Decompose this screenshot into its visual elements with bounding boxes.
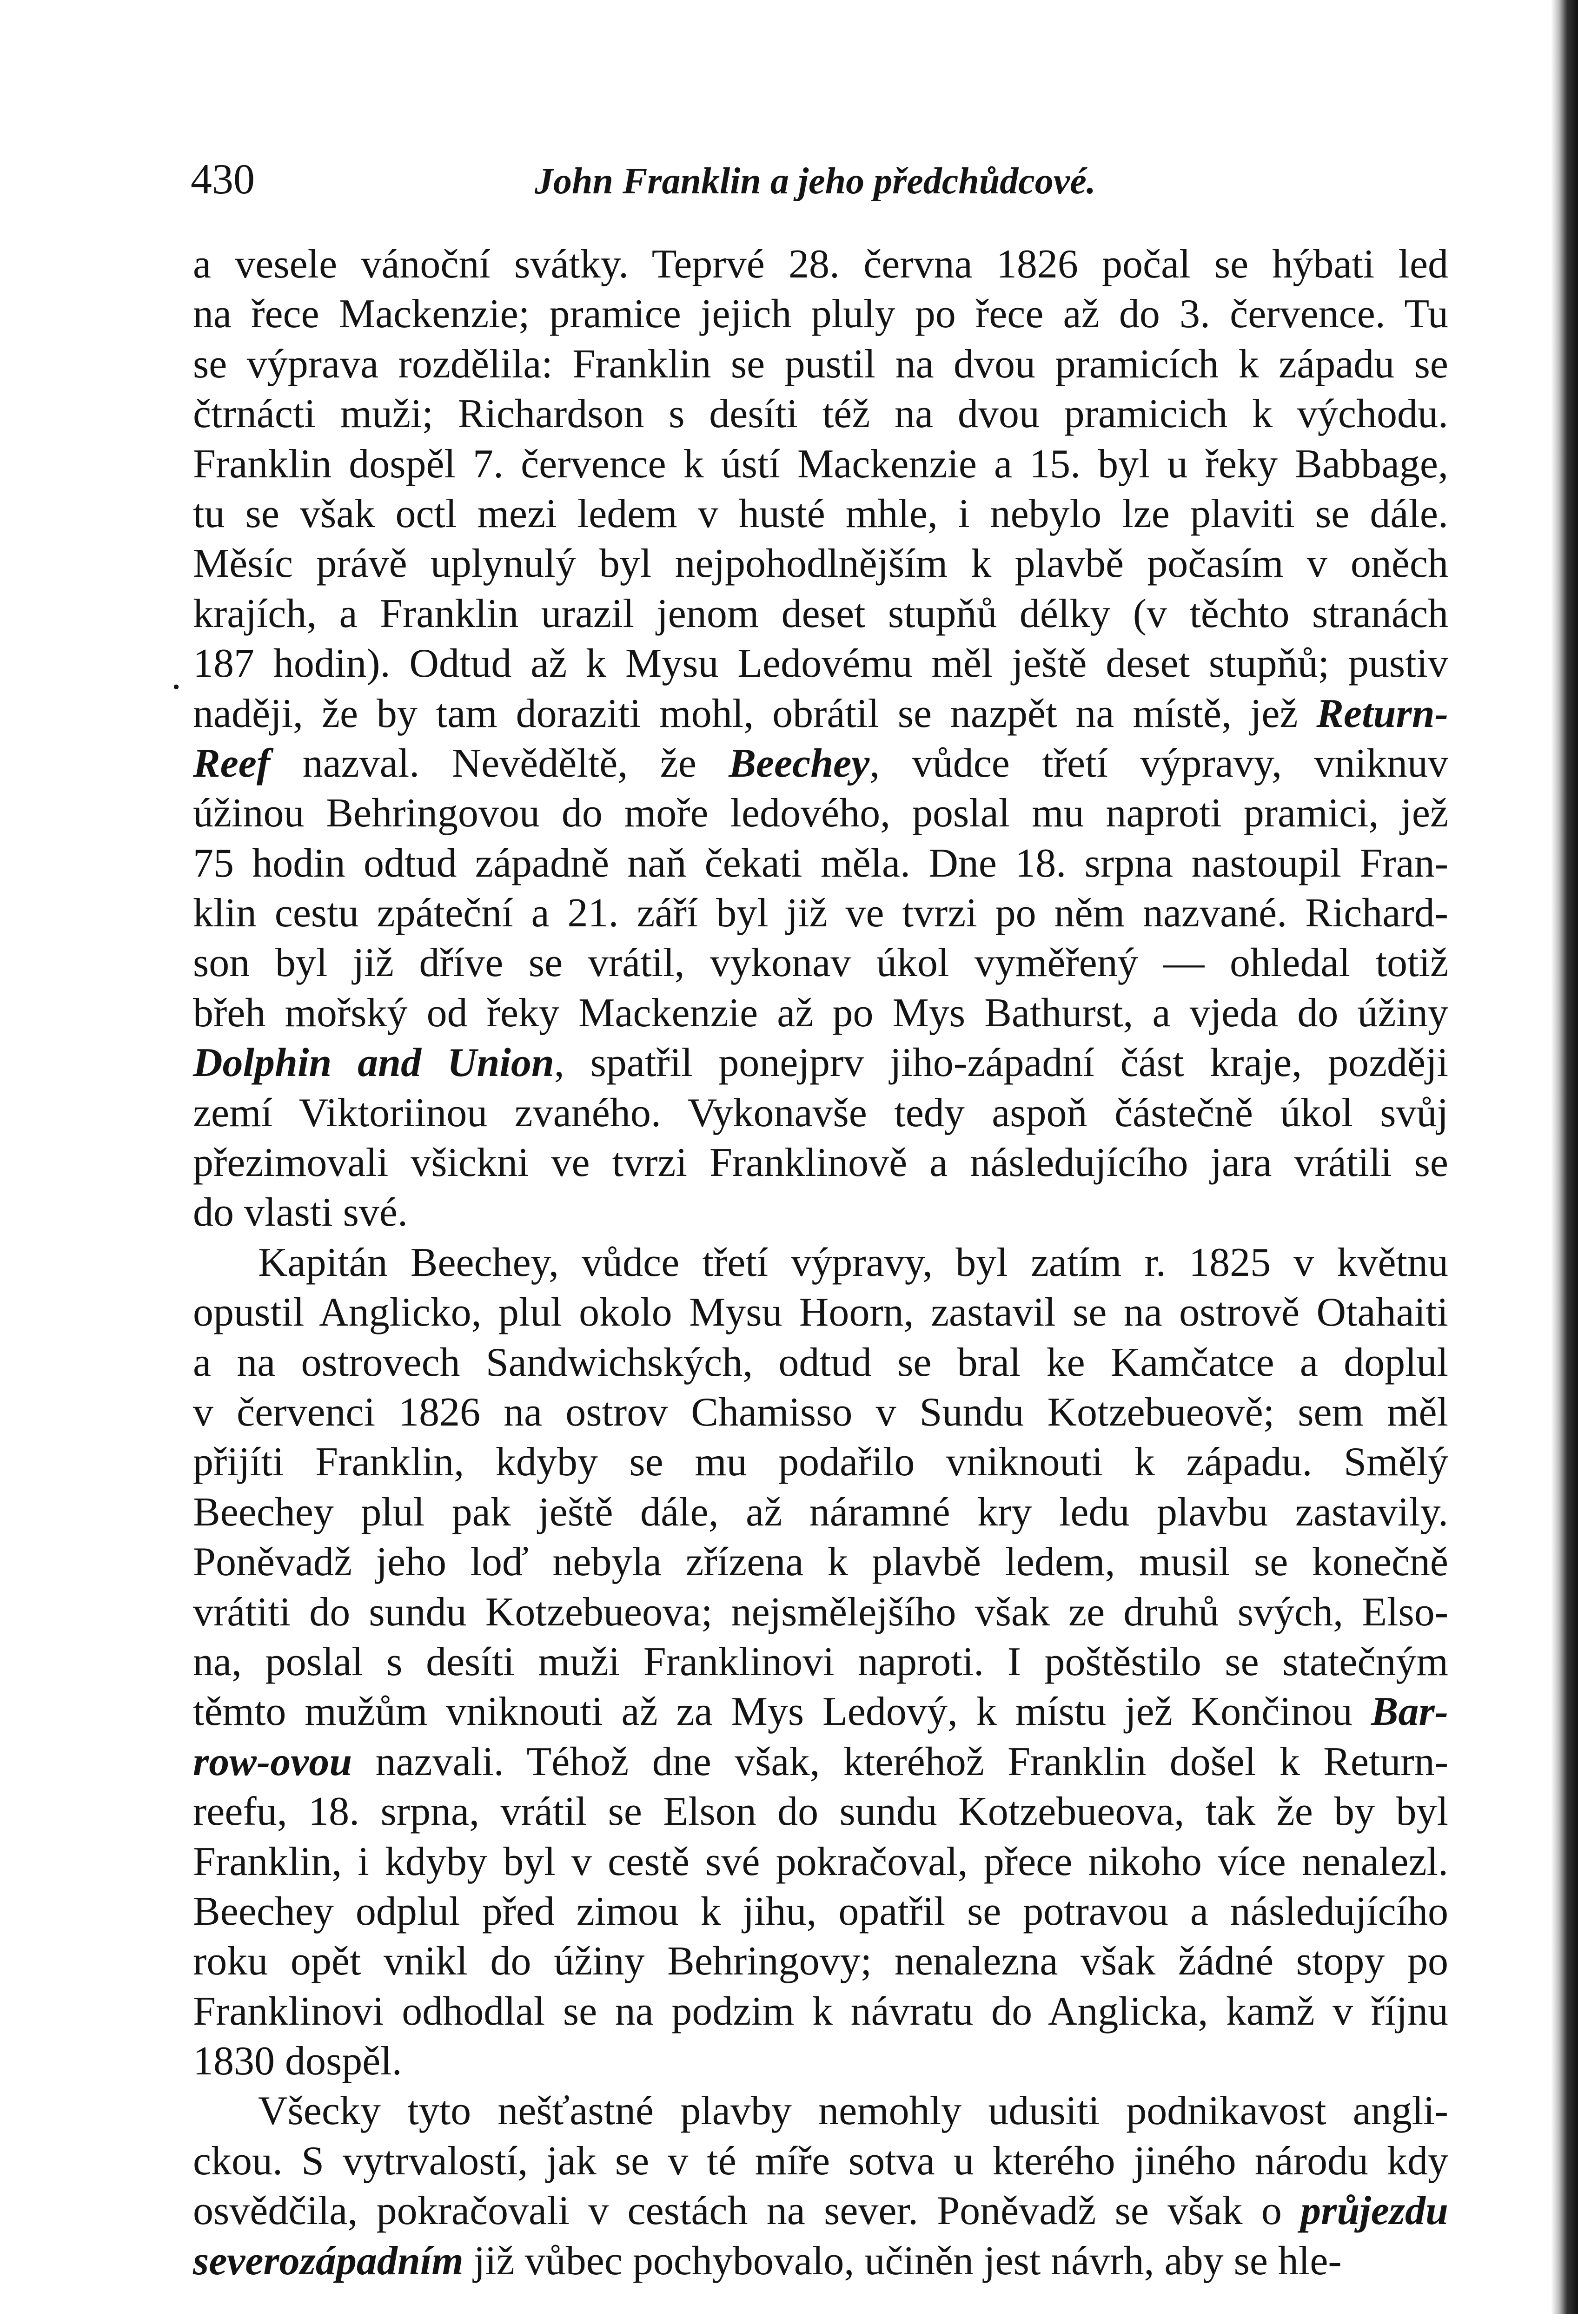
text-line (193, 1687, 1448, 1736)
text-segment: Franklinovi odhodlal se na podzim k návratu do Anglicka, kamž v říjnu (193, 1988, 1448, 2034)
text-line (193, 1537, 1448, 1587)
text-segment: Všecky tyto nešťastné plavby nemohly udusiti podnikavost angli- (258, 2088, 1448, 2134)
text-line (193, 1138, 1448, 1188)
text-segment: těmto mužům vniknouti až za Mys Ledový, k místu jež Končinou (193, 1689, 1371, 1735)
text-segment: a vesele vánoční svátky. Teprvé 28. června 1826 počal se hýbati led (193, 242, 1448, 287)
text-segment: na, poslal s desíti muži Franklinovi naproti. I poštěstilo se statečným (193, 1639, 1448, 1684)
text-line (193, 689, 1448, 739)
text-line (193, 639, 1448, 688)
text-segment: nazval. Nevěděltě, že (270, 740, 729, 786)
text-line (193, 1737, 1448, 1787)
body-text (193, 239, 1448, 2286)
text-segment: Franklin, i kdyby byl v cestě své pokračoval, přece nikoho více nenalezl. (193, 1839, 1448, 1884)
text-line (193, 1936, 1448, 1986)
italic-text: Beechey (729, 740, 870, 786)
text-segment: Beechey plul pak ještě dále, až náramné kry ledu plavbu zastavily. (193, 1489, 1448, 1535)
text-segment: se výprava rozdělila: Franklin se pustil na dvou pramicích k západu se (193, 341, 1448, 387)
text-segment: přezimovali všickni ve tvrzi Franklinově a následujícího jara vrátili se (193, 1140, 1448, 1186)
italic-text: průjezdu (1300, 2188, 1448, 2234)
text-line (193, 1188, 1448, 1237)
text-segment: zemí Viktoriinou zvaného. Vykonavše tedy aspoň částečně úkol svůj (193, 1090, 1448, 1136)
paragraph (193, 1238, 1448, 2086)
page-number: 430 (191, 155, 255, 203)
text-segment: Beechey odplul před zimou k jihu, opatřil se potravou a následujícího (193, 1888, 1448, 1934)
text-segment: úžinou Behringovou do moře ledového, poslal mu naproti pramici, jež (193, 791, 1448, 836)
text-line (193, 888, 1448, 938)
text-segment: do vlasti své. (193, 1190, 408, 1235)
text-line (193, 788, 1448, 838)
text-line (193, 2136, 1448, 2186)
text-line (193, 389, 1448, 439)
text-segment: nazvali. Téhož dne však, kteréhož Franklin došel k Return- (352, 1739, 1448, 1784)
text-line (193, 1038, 1448, 1088)
text-segment: naději, že by tam doraziti mohl, obrátil se nazpět na místě, jež (193, 691, 1317, 736)
text-line (193, 739, 1448, 788)
text-segment: břeh mořský od řeky Mackenzie až po Mys Bathurst, a vjeda do úžiny (193, 990, 1448, 1036)
text-line (193, 2186, 1448, 2236)
text-line (193, 838, 1448, 888)
text-line (193, 439, 1448, 489)
text-segment: son byl již dříve se vrátil, vykonav úkol vyměřený — ohledal totiž (193, 940, 1448, 986)
text-line (193, 1287, 1448, 1337)
scan-edge (1551, 0, 1578, 2314)
text-line (193, 489, 1448, 539)
italic-text: Reef (193, 740, 271, 786)
italic-text: Return- (1316, 691, 1448, 736)
text-segment: osvědčila, pokračovali v cestách na sever. Poněvadž se však o (193, 2188, 1301, 2234)
text-segment: opustil Anglicko, plul okolo Mysu Hoorn, zastavil se na ostrově Otahaiti (193, 1290, 1448, 1335)
text-segment: 187 hodin). Odtud až k Mysu Ledovému měl ještě deset stupňů; pustiv (193, 641, 1448, 687)
text-segment: v červenci 1826 na ostrov Chamisso v Sundu Kotzebueově; sem měl (193, 1389, 1448, 1435)
text-segment: 1830 dospěl. (193, 2039, 402, 2084)
text-line (193, 1338, 1448, 1387)
text-segment: Kapitán Beechey, vůdce třetí výpravy, byl zatím r. 1825 v květnu (258, 1240, 1448, 1285)
text-line (193, 1387, 1448, 1437)
text-line (193, 988, 1448, 1038)
text-line (193, 2036, 1448, 2086)
text-segment: 75 hodin odtud západně naň čekati měla. Dne 18. srpna nastoupil Fran- (193, 840, 1448, 886)
text-segment: Franklin dospěl 7. července k ústí Mackenzie a 15. byl u řeky Babbage, (193, 441, 1448, 487)
running-title: John Franklin a jeho předchůdcové. (535, 161, 1096, 202)
text-segment: Měsíc právě uplynulý byl nejpohodlnějším k plavbě počasím v oněch (193, 541, 1448, 587)
text-segment: Poněvadž jeho loď nebyla zřízena k plavbě ledem, musil se konečně (193, 1539, 1448, 1585)
text-line (193, 1837, 1448, 1887)
text-line (193, 1887, 1448, 1936)
text-line (193, 1787, 1448, 1836)
paragraph (193, 239, 1448, 1238)
text-line (193, 1987, 1448, 2036)
text-segment: roku opět vnikl do úžiny Behringovy; nenalezna však žádné stopy po (193, 1939, 1448, 1984)
margin-mark: . (171, 653, 181, 698)
text-line (193, 239, 1448, 289)
italic-text: row-ovou (193, 1739, 352, 1784)
text-line (193, 938, 1448, 988)
text-line (193, 2086, 1448, 2136)
text-segment: reefu, 18. srpna, vrátil se Elson do sundu Kotzebueova, tak že by byl (193, 1789, 1448, 1835)
text-line (193, 1637, 1448, 1687)
text-line (193, 1437, 1448, 1487)
text-line (193, 2236, 1448, 2286)
text-line (193, 1238, 1448, 1287)
italic-text: Dolphin and Union (193, 1040, 554, 1086)
text-line (193, 1487, 1448, 1537)
italic-text: Bar- (1371, 1689, 1448, 1735)
text-line (193, 1088, 1448, 1138)
text-line (193, 589, 1448, 639)
text-segment: , vůdce třetí výpravy, vniknuv (869, 740, 1448, 786)
text-segment: krajích, a Franklin urazil jenom deset stupňů délky (v těchto stranách (193, 591, 1448, 636)
text-segment: na řece Mackenzie; pramice jejich pluly po řece až do 3. července. Tu (193, 291, 1448, 337)
text-segment: a na ostrovech Sandwichských, odtud se bral ke Kamčatce a doplul (193, 1340, 1448, 1385)
text-segment: tu se však octl mezi ledem v husté mhle, i nebylo lze plaviti se dále. (193, 491, 1448, 536)
text-line (193, 539, 1448, 588)
text-segment: již vůbec pochybovalo, učiněn jest návrh, aby se hle- (463, 2238, 1342, 2284)
text-segment: klin cestu zpáteční a 21. září byl již ve tvrzi po něm nazvané. Richard- (193, 891, 1448, 936)
italic-text: severozápadním (193, 2238, 464, 2284)
text-segment: , spatřil ponejprv jiho-západní část kraje, později (554, 1040, 1449, 1086)
text-segment: čtrnácti muži; Richardson s desíti též na dvou pramicich k východu. (193, 391, 1448, 437)
text-segment: přijíti Franklin, kdyby se mu podařilo vniknouti k západu. Smělý (193, 1439, 1448, 1485)
paragraph (193, 2086, 1448, 2286)
text-segment: ckou. S vytrvalostí, jak se v té míře sotva u kterého jiného národu kdy (193, 2138, 1448, 2184)
text-segment: vrátiti do sundu Kotzebueova; nejsmělejšího však ze druhů svých, Elso- (193, 1589, 1448, 1635)
text-line (193, 1587, 1448, 1637)
text-line (193, 339, 1448, 389)
text-line (193, 289, 1448, 339)
